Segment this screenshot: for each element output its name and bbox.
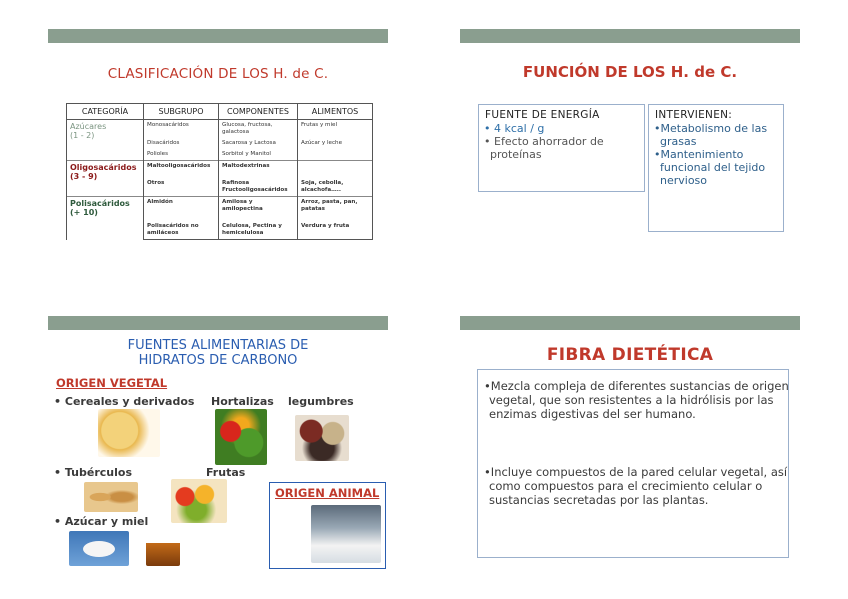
food-label: • Azúcar y miel xyxy=(54,515,149,528)
slide-funcion xyxy=(460,29,800,279)
food-label: Frutas xyxy=(206,466,246,479)
cereals-image xyxy=(98,409,160,457)
table-cell: Arroz, pasta, pan, patatas xyxy=(298,197,373,216)
category-name: Oligosacáridos xyxy=(70,163,137,172)
sugar-pile xyxy=(83,541,115,557)
table-cell: Amilosa y amilopectina xyxy=(219,197,298,216)
list-item: •Mantenimiento funcional del tejido nervioso xyxy=(654,148,766,187)
origin-animal-heading: ORIGEN ANIMAL xyxy=(275,486,380,500)
vegetables-image xyxy=(215,409,267,465)
table-row xyxy=(67,197,373,216)
table-cell: Monosacáridos xyxy=(144,120,219,139)
honey-image xyxy=(146,528,180,566)
list-item: •Metabolismo de las grasas xyxy=(654,122,768,148)
category-range: (3 - 9) xyxy=(70,172,98,181)
list-item: • Efecto ahorrador de proteínas xyxy=(484,135,604,161)
legumes-image xyxy=(295,415,349,461)
slide-fibra xyxy=(460,316,800,566)
slide-fuentes xyxy=(48,316,388,566)
table-row xyxy=(67,161,373,173)
table-cell: Almidón xyxy=(144,197,219,216)
table-cell: Verdura y fruta xyxy=(298,215,373,240)
food-label: Hortalizas xyxy=(211,395,274,408)
table-cell: Sacarosa y Lactosa xyxy=(219,138,298,149)
slide-title: FUENTES ALIMENTARIAS DE HIDRATOS DE CARBONO xyxy=(127,338,309,368)
table-cell: Polioles xyxy=(144,149,219,161)
table-cell: Frutas y miel xyxy=(298,120,373,139)
food-label: legumbres xyxy=(288,395,354,408)
column-header: CATEGORÍA xyxy=(67,104,144,120)
column-header: ALIMENTOS xyxy=(298,104,373,120)
slide-header-bar xyxy=(48,29,388,43)
slide-header-bar xyxy=(460,316,800,330)
table-row xyxy=(67,120,373,139)
category-name: Polisacáridos xyxy=(70,199,130,208)
slide-title: FIBRA DIETÉTICA xyxy=(546,345,714,365)
category-name: Azúcares xyxy=(70,122,107,131)
table-cell: Glucosa, fructosa, galactosa xyxy=(219,120,298,139)
category-range: (1 - 2) xyxy=(70,131,95,140)
table-cell: Sorbitol y Manitol xyxy=(219,149,298,161)
fiber-text-box xyxy=(477,369,789,558)
milk-image xyxy=(311,505,381,563)
table-cell: Soja, cebolla, alcachofa….. xyxy=(298,172,373,197)
table-cell: Rafinosa Fructooligosacáridos xyxy=(219,172,298,197)
table-cell: Azúcar y leche xyxy=(298,138,373,149)
energy-source-box xyxy=(478,104,645,192)
slide-header-bar xyxy=(460,29,800,43)
table-cell: Disacáridos xyxy=(144,138,219,149)
origin-vegetal-heading: ORIGEN VEGETAL xyxy=(56,376,168,390)
food-label: • Tubérculos xyxy=(54,466,132,479)
slide-header-bar xyxy=(48,316,388,330)
box-heading: INTERVIENEN: xyxy=(655,109,733,121)
intervienen-box xyxy=(648,104,784,232)
paragraph: •Incluye compuestos de la pared celular vegetal, así como compuestos para el crecimiento celular o sustancias secretadas por las plantas. xyxy=(484,465,788,507)
table-cell: Celulosa, Pectina y hemicelulosa xyxy=(219,215,298,240)
table-cell: Otros xyxy=(144,172,219,197)
sugar-image xyxy=(69,531,129,566)
paragraph: •Mezcla compleja de diferentes sustancias de origen vegetal, que son resistentes a la hidrólisis por las enzimas digestivas del ser humano. xyxy=(484,379,789,421)
box-heading: FUENTE DE ENERGÍA xyxy=(485,109,600,121)
slide-title: FUNCIÓN DE LOS H. de C. xyxy=(522,63,738,81)
table-cell: Polisacáridos no amiláceos xyxy=(144,215,219,240)
column-header: SUBGRUPO xyxy=(144,104,219,120)
origin-animal-box xyxy=(269,482,386,569)
fruits-image xyxy=(171,479,227,523)
list-item: • 4 kcal / g xyxy=(484,122,545,135)
slide-title: CLASIFICACIÓN DE LOS H. de C. xyxy=(107,66,329,82)
potatoes-image xyxy=(84,482,138,512)
table-cell: Maltodextrinas xyxy=(219,161,298,173)
classification-table xyxy=(66,103,373,240)
food-label: • Cereales y derivados xyxy=(54,395,195,408)
category-range: (+ 10) xyxy=(70,208,98,217)
slide-clasificacion xyxy=(48,29,388,279)
column-header: COMPONENTES xyxy=(219,104,298,120)
table-cell xyxy=(298,149,373,161)
table-cell: Maltooligosacáridos xyxy=(144,161,219,173)
table-cell xyxy=(298,161,373,173)
